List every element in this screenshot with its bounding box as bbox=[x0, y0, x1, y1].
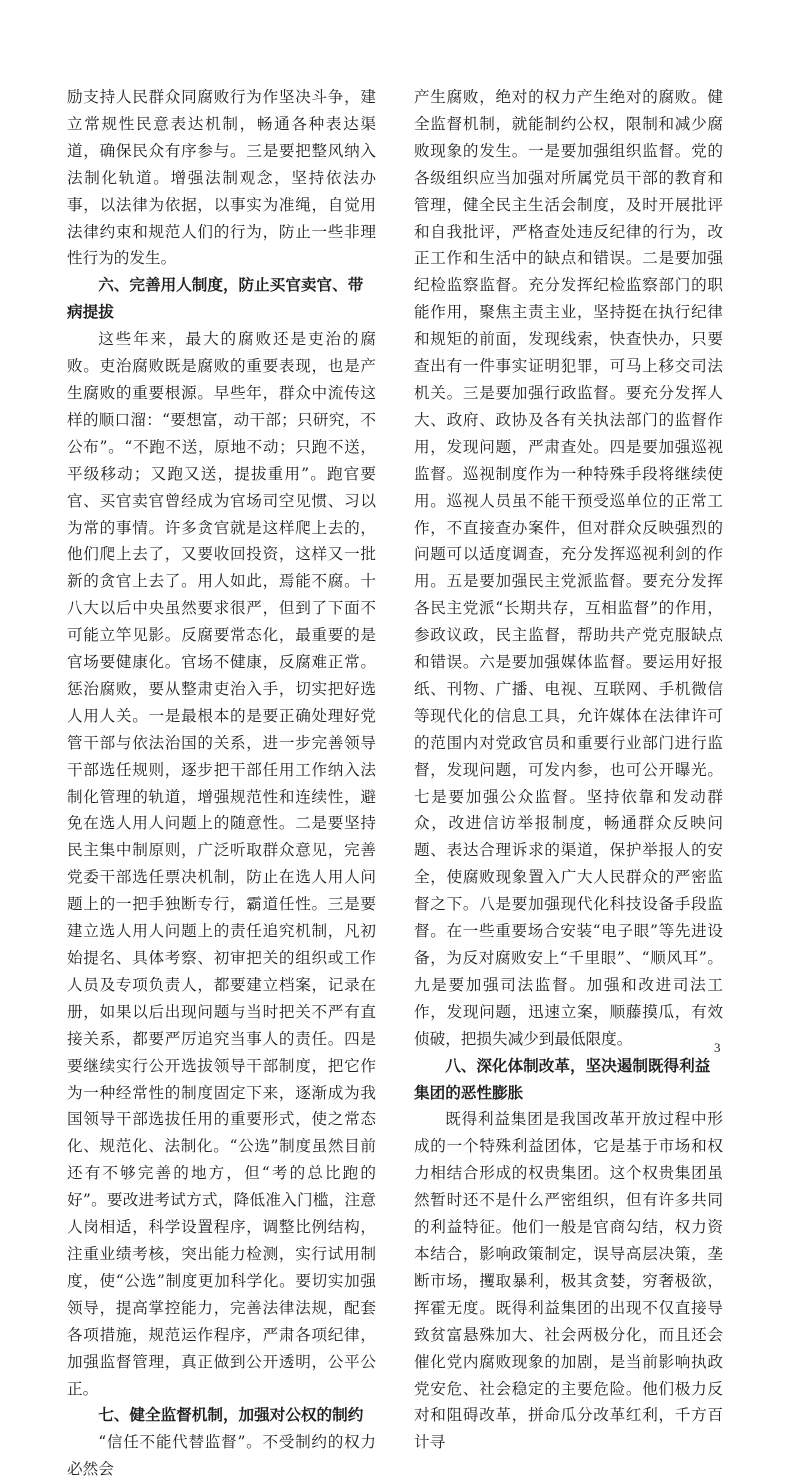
left-column bbox=[67, 84, 376, 1483]
page-number: 3 bbox=[714, 1040, 721, 1055]
paragraph: “信任不能代替监督”。不受制约的权力必然会 bbox=[67, 1433, 376, 1479]
section-heading: 八、深化体制改革，坚决遏制既得利益集团的恶性膨胀 bbox=[414, 1056, 711, 1102]
right-column bbox=[414, 84, 723, 1456]
paragraph: 励支持人民群众同腐败行为作坚决斗争，建立常规性民意表达机制，畅通各种表达渠道，确保民众有序参与。三是要把整风纳入法制化轨道。增强法制观念，坚持依法办事，以法律为依据，以事实为准绳，自觉用法律约束和规范人们的行为，防止一些非理性行为的发生。 bbox=[67, 88, 376, 268]
paragraph: 这些年来，最大的腐败还是吏治的腐败。吏治腐败既是腐败的重要表现，也是产生腐败的重要根源。早些年，群众中流传这样的顺口溜：“要想富，动干部；只研究，不公布”。“不跑不送，原地不动；只跑不送，平级移动；又跑又送，提拔重用”。跑官要官、买官卖官曾经成为官场司空见惯、习以为常的事情。许多贪官就是这样爬上去的，他们爬上去了，又要收回投资，这样又一批新的贪官上去了。用人如此，焉能不腐。十八大以后中央虽然要求很严，但到了下面不可能立竿见影。反腐要常态化，最重要的是官场要健康化。官场不健康，反腐难正常。惩治腐败，要从整肃吏治入手，切实把好选人用人关。一是最根本的是要正确处理好党管干部与依法治国的关系，进一步完善领导干部选任规则，逐步把干部任用工作纳入法制化管理的轨道，增强规范性和连续性，避免在选人用人问题上的随意性。二是要坚持民主集中制原则，广泛听取群众意见，完善党委干部选任票决机制，防止在选人用人问题上的一把手独断专行，霸道任性。三是要建立选人用人问题上的责任追究机制，凡初始提名、具体考察、初审把关的组织或工作人员及专项负责人，都要建立档案，记录在册，如果以后出现问题与当时把关不严有直接关系，都要严厉追究当事人的责任。四是要继续实行公开选拔领导干部制度，把它作为一种经常性的制度固定下来，逐渐成为我国领导干部选拔任用的重要形式，使之常态化、规范化、法制化。“公选”制度虽然目前还有不够完善的地方，但“考的总比跑的好”。要改进考试方式，降低准入门槛，注意人岗相适，科学设置程序，调整比例结构，注重业绩考核，突出能力检测，实行试用制度，使“公选”制度更加科学化。要切实加强领导，提高掌控能力，完善法律法规，配套各项措施，规范运作程序，严肃各项纪律，加强监督管理，真正做到公开透明，公平公正。 bbox=[67, 330, 376, 1398]
section-heading: 七、健全监督机制，加强对公权的制约 bbox=[98, 1406, 364, 1425]
paragraph: 既得利益集团是我国改革开放过程中形成的一个特殊利益团体，它是基于市场和权力相结合形成的权贵集团。这个权贵集团虽然暂时还不是什么严密组织，但有许多共同的利益特征。他们一般是官商勾结，权力资本结合，影响政策制定，误导高层决策，垄断市场，攫取暴利，极其贪婪，穷奢极欲，挥霍无度。既得利益集团的出现不仅直接导致贫富悬殊加大、社会两极分化，而且还会催化党内腐败现象的加剧，是当前影响执政党安危、社会稳定的主要危险。他们极力反对和阻碍改革，拼命瓜分改革红利，千方百计寻 bbox=[414, 1110, 723, 1452]
paragraph: 产生腐败，绝对的权力产生绝对的腐败。健全监督机制，就能制约公权，限制和减少腐败现象的发生。一是要加强组织监督。党的各级组织应当加强对所属党员干部的教育和管理，健全民主生活会制度，及时开展批评和自我批评，严格查处违反纪律的行为，改正工作和生活中的缺点和错误。二是要加强纪检监察监督。充分发挥纪检监察部门的职能作用，聚焦主责主业，坚持挺在执行纪律和规矩的前面，发现线索，快查快办，只要查出有一件事实证明犯罪，可马上移交司法机关。三是要加强行政监督。要充分发挥人大、政府、政协及各有关执法部门的监督作用，发现问题，严肃查处。四是要加强巡视监督。巡视制度作为一种特殊手段将继续使用。巡视人员虽不能干预受巡单位的正常工作，不直接查办案件，但对群众反映强烈的问题可以适度调查，充分发挥巡视利剑的作用。五是要加强民主党派监督。要充分发挥各民主党派“长期共存，互相监督”的作用，参政议政，民主监督，帮助共产党克服缺点和错误。六是要加强媒体监督。要运用好报纸、刊物、广播、电视、互联网、手机微信等现代化的信息工具，允许媒体在法律许可的范围内对党政官员和重要行业部门进行监督，发现问题，可发内参，也可公开曝光。七是要加强公众监督。坚持依靠和发动群众，改进信访举报制度，畅通群众反映问题、表达合理诉求的渠道，保护举报人的安全，使腐败现象置入广大人民群众的严密监督之下。八是要加强现代化科技设备手段监督。在一些重要场合安装“电子眼”等先进设备，为反对腐败安上“千里眼”、“顺风耳”。九是要加强司法监督。加强和改进司法工作，发现问题，迅速立案，顺藤摸瓜，有效侦破，把损失减少到最低限度。 bbox=[414, 88, 723, 1048]
section-heading: 六、完善用人制度，防止买官卖官、带病提拔 bbox=[67, 276, 364, 322]
